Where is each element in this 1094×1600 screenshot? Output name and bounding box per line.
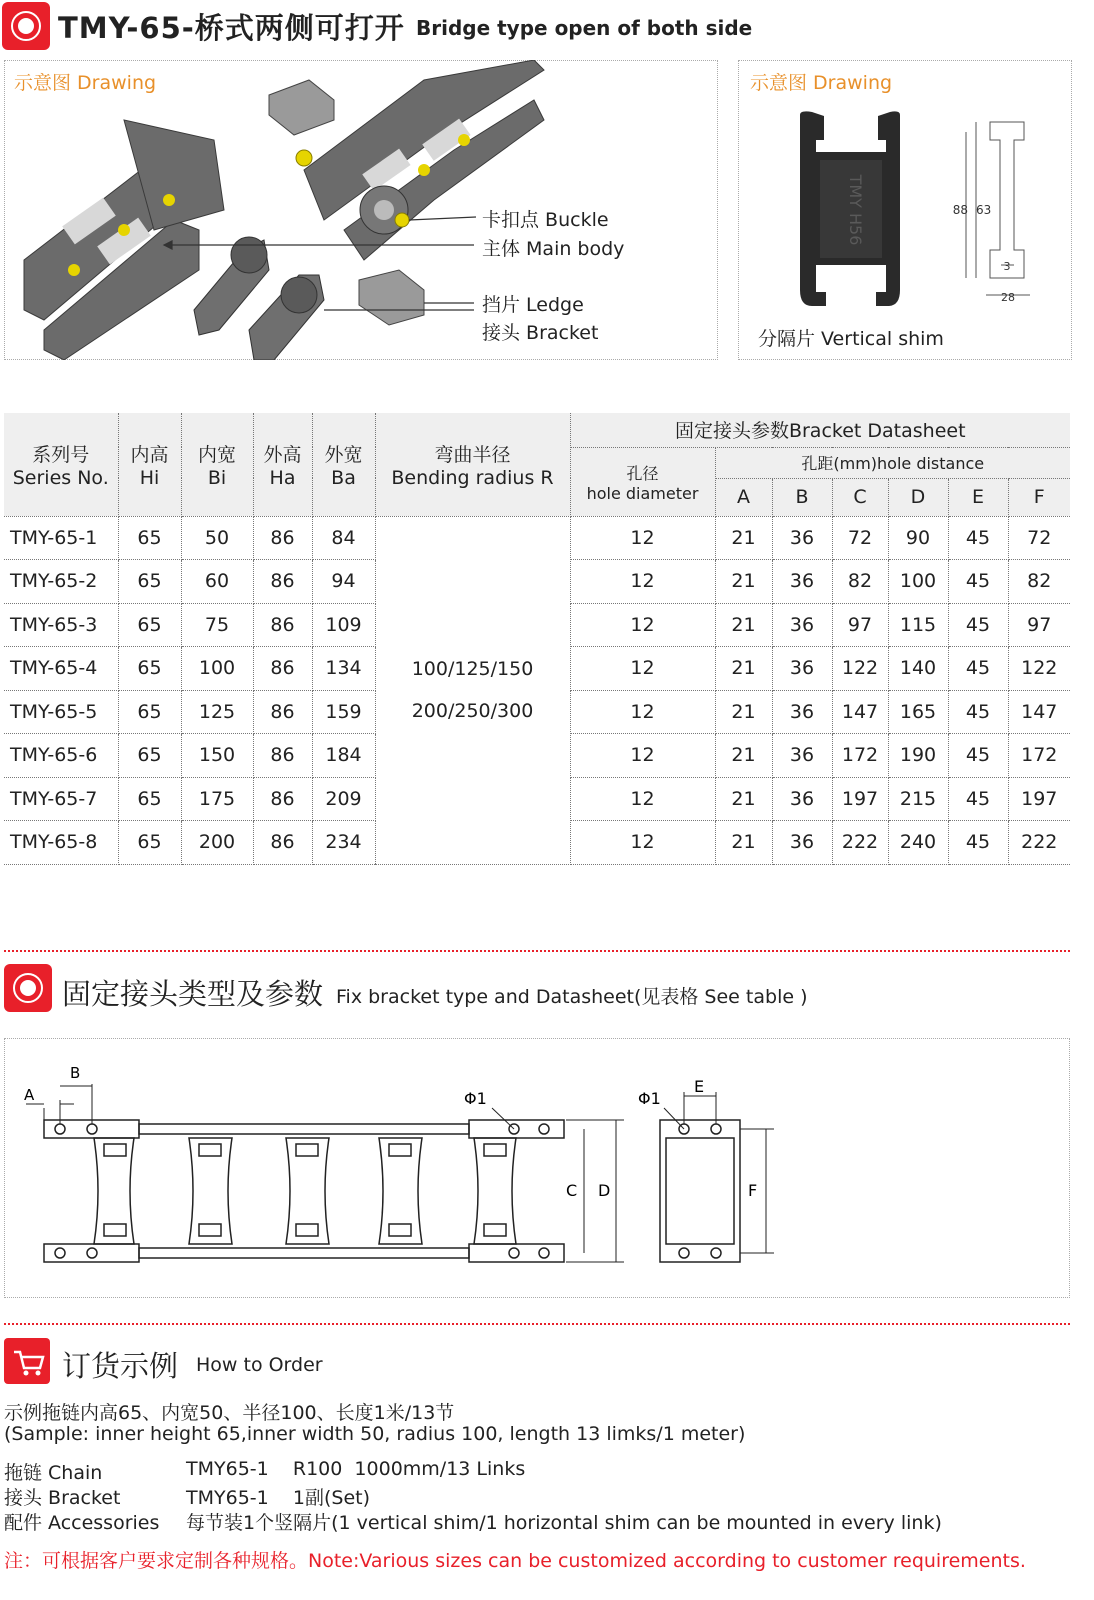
series-cell: TMY-65-5	[4, 690, 118, 734]
dim-3: 3	[1003, 260, 1011, 273]
dim-label-a: A	[24, 1086, 35, 1104]
value-cell: 175	[181, 777, 253, 821]
th-b: B	[772, 478, 832, 516]
th-bracket-datasheet: 固定接头参数Bracket Datasheet	[570, 413, 1070, 447]
value-cell: 197	[1008, 777, 1070, 821]
th-series: 系列号 Series No.	[4, 413, 118, 516]
series-cell: TMY-65-4	[4, 647, 118, 691]
series-cell: TMY-65-1	[4, 516, 118, 560]
value-cell: 125	[181, 690, 253, 734]
th-f: F	[1008, 478, 1070, 516]
value-cell: 12	[570, 821, 715, 865]
value-cell: 84	[312, 516, 375, 560]
series-cell: TMY-65-7	[4, 777, 118, 821]
value-cell: 12	[570, 734, 715, 778]
value-cell: 82	[832, 560, 888, 604]
value-cell: 65	[118, 560, 181, 604]
value-cell: 94	[312, 560, 375, 604]
dim-label-e: E	[694, 1077, 705, 1096]
value-cell: 36	[772, 647, 832, 691]
series-cell: TMY-65-3	[4, 603, 118, 647]
value-cell: 21	[715, 516, 772, 560]
value-cell: 12	[570, 777, 715, 821]
value-cell: 65	[118, 603, 181, 647]
value-cell: 115	[888, 603, 948, 647]
value-cell: 36	[772, 821, 832, 865]
value-cell: 21	[715, 821, 772, 865]
value-cell: 36	[772, 734, 832, 778]
section-order-title: 订货示例	[62, 1349, 179, 1383]
value-cell: 222	[1008, 821, 1070, 865]
value-cell: 36	[772, 690, 832, 734]
value-cell: 150	[181, 734, 253, 778]
value-cell: 12	[570, 560, 715, 604]
value-cell: 165	[888, 690, 948, 734]
dim-label-f: F	[748, 1181, 758, 1200]
th-hole-distance: 孔距(mm)hole distance	[715, 447, 1070, 478]
value-cell: 209	[312, 777, 375, 821]
value-cell: 36	[772, 560, 832, 604]
datasheet-table	[4, 413, 1070, 865]
value-cell: 21	[715, 734, 772, 778]
value-cell: 45	[948, 603, 1008, 647]
order-sample-cn: 示例拖链内高65、内宽50、半径100、长度1米/13节	[4, 1402, 455, 1424]
value-cell: 240	[888, 821, 948, 865]
value-cell: 147	[1008, 690, 1070, 734]
series-cell: TMY-65-8	[4, 821, 118, 865]
dim-label-phi-right: Φ1	[638, 1089, 661, 1108]
value-cell: 72	[1008, 516, 1070, 560]
value-cell: 12	[570, 603, 715, 647]
value-cell: 21	[715, 647, 772, 691]
value-cell: 45	[948, 821, 1008, 865]
th-hole-diameter: 孔径 hole diameter	[570, 447, 715, 516]
th-c: C	[832, 478, 888, 516]
section-divider	[4, 950, 1070, 952]
series-cell: TMY-65-2	[4, 560, 118, 604]
value-cell: 122	[1008, 647, 1070, 691]
drawing-label-right: 示意图 Drawing	[750, 72, 893, 94]
page-subtitle: Bridge type open of both side	[416, 16, 753, 40]
order-chain-value: TMY65-1 R100 1000mm/13 Links	[186, 1458, 526, 1480]
value-cell: 50	[181, 516, 253, 560]
dim-label-d: D	[598, 1181, 611, 1200]
value-cell: 86	[253, 821, 312, 865]
value-cell: 200	[181, 821, 253, 865]
callout-bracket: 接头 Bracket	[482, 322, 599, 344]
value-cell: 36	[772, 516, 832, 560]
value-cell: 172	[832, 734, 888, 778]
value-cell: 100	[888, 560, 948, 604]
th-e: E	[948, 478, 1008, 516]
order-bracket-label: 接头 Bracket	[4, 1487, 121, 1509]
value-cell: 65	[118, 734, 181, 778]
value-cell: 65	[118, 821, 181, 865]
value-cell: 97	[832, 603, 888, 647]
th-ha: 外高 Ha	[253, 413, 312, 516]
value-cell: 45	[948, 777, 1008, 821]
bending-radius-cell: 100/125/150 200/250/300	[375, 516, 570, 864]
dim-label-b: B	[70, 1064, 81, 1082]
value-cell: 21	[715, 777, 772, 821]
order-note: 注：可根据客户要求定制各种规格。Note:Various sizes can be customized according to customer requirements.	[4, 1550, 1026, 1572]
section-order-subtitle: How to Order	[196, 1354, 323, 1376]
th-a: A	[715, 478, 772, 516]
value-cell: 82	[1008, 560, 1070, 604]
value-cell: 21	[715, 603, 772, 647]
vertical-shim-caption: 分隔片 Vertical shim	[758, 328, 944, 350]
value-cell: 12	[570, 516, 715, 560]
value-cell: 90	[888, 516, 948, 560]
value-cell: 65	[118, 690, 181, 734]
dim-88: 88	[952, 203, 968, 217]
bracket-technical-drawing	[4, 1038, 1070, 1298]
value-cell: 197	[832, 777, 888, 821]
callout-buckle: 卡扣点 Buckle	[482, 209, 609, 231]
callout-ledge: 挡片 Ledge	[482, 294, 584, 316]
value-cell: 21	[715, 560, 772, 604]
value-cell: 86	[253, 647, 312, 691]
brand-logo-icon	[2, 2, 50, 50]
value-cell: 234	[312, 821, 375, 865]
order-accessories-value: 每节装1个竖隔片(1 vertical shim/1 horizontal shim can be mounted in every link)	[186, 1512, 942, 1534]
th-hi: 内高 Hi	[118, 413, 181, 516]
value-cell: 159	[312, 690, 375, 734]
order-chain-label: 拖链 Chain	[4, 1462, 103, 1484]
section-bracket-icon	[4, 964, 52, 1012]
value-cell: 21	[715, 690, 772, 734]
section-bracket-title: 固定接头类型及参数	[62, 977, 324, 1011]
value-cell: 109	[312, 603, 375, 647]
series-cell: TMY-65-6	[4, 734, 118, 778]
table-row	[4, 516, 1070, 560]
value-cell: 86	[253, 603, 312, 647]
dim-63: 63	[976, 203, 992, 217]
order-bracket-value: TMY65-1 1副(Set)	[186, 1487, 370, 1509]
section-divider-2	[4, 1323, 1070, 1325]
value-cell: 45	[948, 647, 1008, 691]
value-cell: 86	[253, 690, 312, 734]
value-cell: 36	[772, 603, 832, 647]
value-cell: 140	[888, 647, 948, 691]
value-cell: 100	[181, 647, 253, 691]
value-cell: 45	[948, 734, 1008, 778]
value-cell: 12	[570, 690, 715, 734]
value-cell: 75	[181, 603, 253, 647]
value-cell: 86	[253, 560, 312, 604]
value-cell: 65	[118, 516, 181, 560]
value-cell: 184	[312, 734, 375, 778]
value-cell: 134	[312, 647, 375, 691]
value-cell: 45	[948, 560, 1008, 604]
value-cell: 65	[118, 777, 181, 821]
value-cell: 72	[832, 516, 888, 560]
callout-main-body: 主体 Main body	[482, 238, 625, 260]
value-cell: 147	[832, 690, 888, 734]
dim-label-phi-left: Φ1	[464, 1089, 487, 1108]
value-cell: 172	[1008, 734, 1070, 778]
page-title: TMY-65-桥式两侧可打开	[58, 11, 405, 45]
value-cell: 222	[832, 821, 888, 865]
value-cell: 86	[253, 734, 312, 778]
section-bracket-subtitle: Fix bracket type and Datasheet(见表格 See table )	[336, 986, 808, 1008]
th-bi: 内宽 Bi	[181, 413, 253, 516]
value-cell: 215	[888, 777, 948, 821]
order-accessories-label: 配件 Accessories	[4, 1512, 160, 1534]
drawing-label-left: 示意图 Drawing	[14, 72, 157, 94]
value-cell: 190	[888, 734, 948, 778]
value-cell: 97	[1008, 603, 1070, 647]
value-cell: 86	[253, 777, 312, 821]
vertical-shim-illustration	[738, 60, 1072, 360]
chain-assembly-illustration	[4, 60, 718, 360]
dim-label-c: C	[566, 1181, 578, 1200]
value-cell: 60	[181, 560, 253, 604]
cart-icon	[4, 1338, 50, 1384]
shim-embossed-text: TMY H56	[846, 174, 865, 246]
th-d: D	[888, 478, 948, 516]
value-cell: 45	[948, 690, 1008, 734]
value-cell: 45	[948, 516, 1008, 560]
value-cell: 86	[253, 516, 312, 560]
dim-28: 28	[1001, 291, 1015, 304]
value-cell: 36	[772, 777, 832, 821]
value-cell: 122	[832, 647, 888, 691]
order-sample-en: (Sample: inner height 65,inner width 50, radius 100, length 13 limks/1 meter)	[4, 1423, 746, 1445]
value-cell: 12	[570, 647, 715, 691]
th-bending-radius: 弯曲半径 Bending radius R	[375, 413, 570, 516]
value-cell: 65	[118, 647, 181, 691]
th-ba: 外宽 Ba	[312, 413, 375, 516]
